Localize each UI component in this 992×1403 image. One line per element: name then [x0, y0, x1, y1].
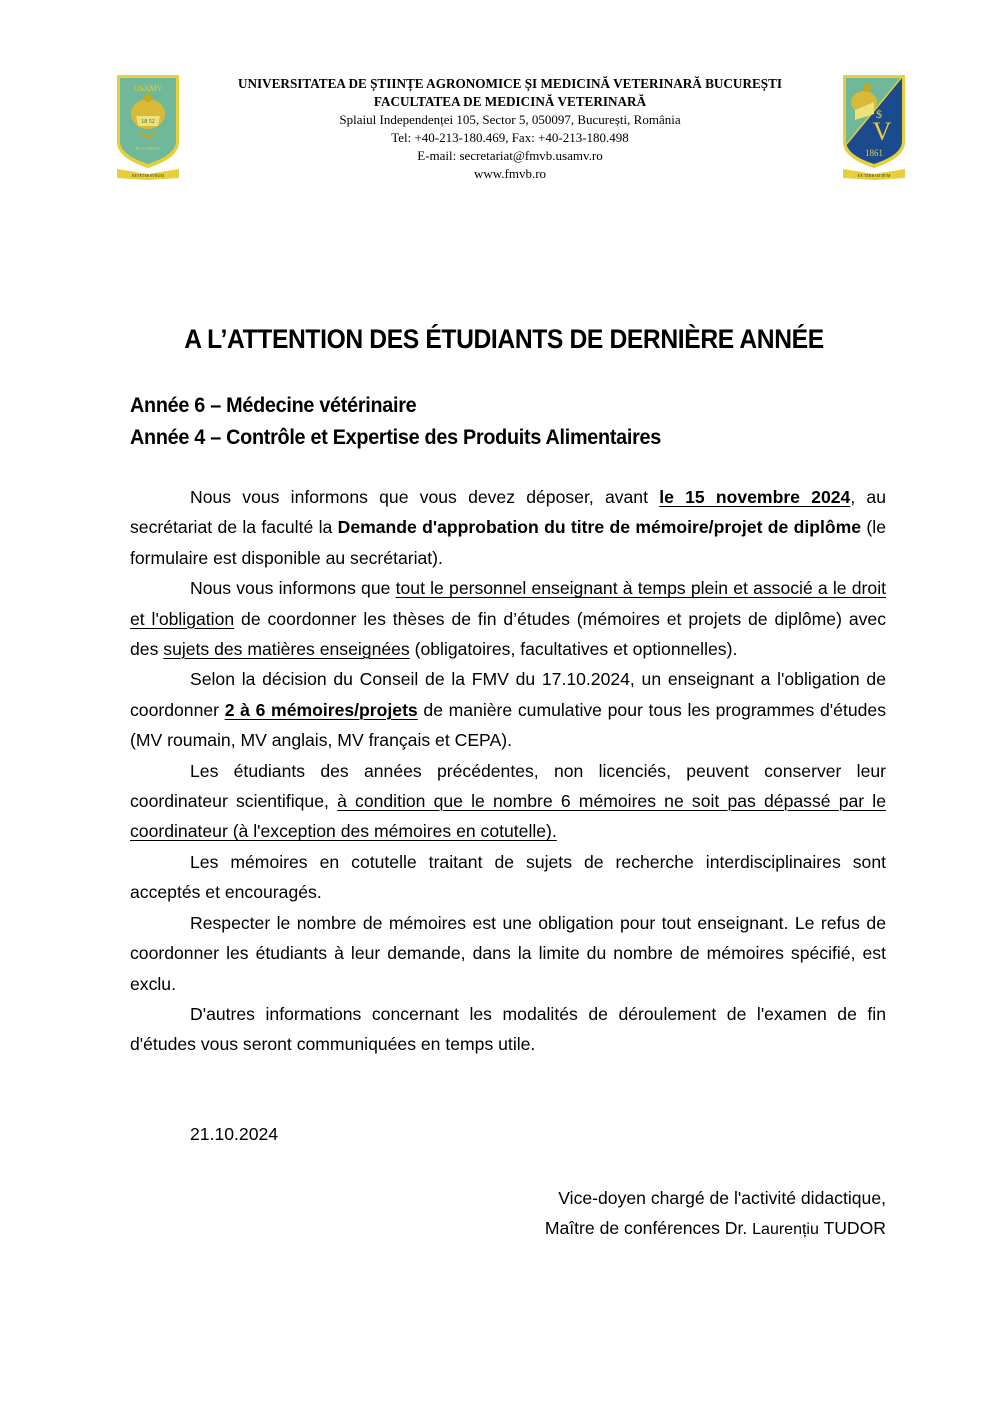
paragraph-council-decision: Selon la décision du Conseil de la FMV du 17.10.2024, un enseignant a l'obligation de coordonner 2 à 6 mémoires/projets de manière cumulative pour tous les programmes d'études (MV roumain, MV anglais, MV français et CEPA).	[130, 669, 886, 751]
address: Splaiul Independenței 105, Sector 5, 050097, București, România	[339, 112, 681, 127]
letterhead-header	[0, 0, 992, 200]
phone-fax: Tel: +40-213-180.469, Fax: +40-213-180.498	[391, 130, 629, 145]
svg-text:USAMV: USAMV	[133, 84, 163, 93]
paragraph-deadline: Nous vous informons que vous devez déposer, avant le 15 novembre 2024, au secrétariat de la faculté la Demande d'approbation du titre de mémoire/projet de diplôme (le formulaire est disponible au secrétariat).	[130, 487, 886, 568]
svg-text:RETETERAVRUM: RETETERAVRUM	[132, 173, 164, 178]
condition-underlined: à condition que le nombre 6 mémoires ne soit pas dépassé par le coordinateur (à l'exception des mémoires en cotutelle).	[130, 791, 886, 842]
paragraph-obligation: Respecter le nombre de mémoires est une obligation pour tout enseignant. Le refus de coordonner les étudiants à leur demande, dans la limite du nombre de mémoires spécifié, est exclu.	[130, 912, 886, 994]
subjects-underlined: sujets des matières enseignées	[163, 639, 410, 660]
svg-text:18 52: 18 52	[141, 119, 155, 125]
subtitle-year-4: Année 4 – Contrôle et Expertise des Produits Alimentaires	[130, 425, 661, 449]
paragraph-cotutelle: Les mémoires en cotutelle traitant de sujets de recherche interdisciplinaires sont acceptés et encouragés.	[130, 851, 886, 903]
signature-block	[545, 1183, 886, 1246]
page-title: A L’ATTENTION DES ÉTUDIANTS DE DERNIÈRE ANNÉE	[184, 324, 824, 354]
subtitle-year-6: Année 6 – Médecine vétérinaire	[130, 393, 417, 417]
form-name: Demande d'approbation du titre de mémoire/projet de diplôme	[337, 517, 862, 538]
fmv-crest-icon	[840, 72, 908, 180]
email: E-mail: secretariat@fmvb.usamv.ro	[417, 148, 603, 163]
paragraph-previous-students: Les étudiants des années précédentes, non licenciés, peuvent conserver leur coordinateur scientifique, à condition que le nombre 6 mémoires ne soit pas dépassé par le coordinateur (à l'exception des mémoires en cotutelle).	[130, 760, 886, 842]
svg-text:1861: 1861	[865, 148, 883, 158]
svg-text:BUCURESTI: BUCURESTI	[135, 146, 161, 151]
letterhead-text	[190, 75, 830, 183]
paragraph-further-info: D'autres informations concernant les modalités de déroulement de l'examen de fin d'études vous seront communiquées en temps utile.	[130, 1003, 886, 1055]
faculty-name: FACULTATEA DE MEDICINĂ VETERINARĂ	[373, 94, 647, 109]
paragraph-staff-right: Nous vous informons que tout le personnel enseignant à temps plein et associé a le droit et l'obligation de coordonner les thèses de fin d’études (mémoires et projets de diplôme) avec des sujets des matières enseignées (obligatoires, facultatives et optionnelles).	[130, 578, 886, 660]
usamv-crest-icon	[114, 72, 182, 180]
website: www.fmvb.ro	[473, 166, 547, 181]
university-name: UNIVERSITATEA DE ȘTIINȚE AGRONOMICE ȘI MEDICINĂ VETERINARĂ BUCUREȘTI	[237, 76, 783, 91]
notice-body	[130, 482, 886, 1060]
svg-text:$: $	[876, 107, 882, 121]
target-programs	[130, 389, 661, 453]
svg-text:EX TERRAM RVM: EX TERRAM RVM	[857, 173, 891, 178]
staff-right-underlined: tout le personnel enseignant à temps plein et associé a le droit et l'obligation	[130, 578, 886, 629]
deadline-date: le 15 novembre 2024	[659, 487, 851, 507]
thesis-count: 2 à 6 mémoires/projets	[224, 699, 418, 720]
signatory-role: Vice-doyen chargé de l'activité didactique,	[558, 1188, 886, 1208]
document-date: 21.10.2024	[190, 1124, 279, 1144]
signatory-name: Maître de conférences Dr. Laurențiu TUDOR	[544, 1218, 886, 1239]
svg-text:V: V	[872, 117, 892, 146]
